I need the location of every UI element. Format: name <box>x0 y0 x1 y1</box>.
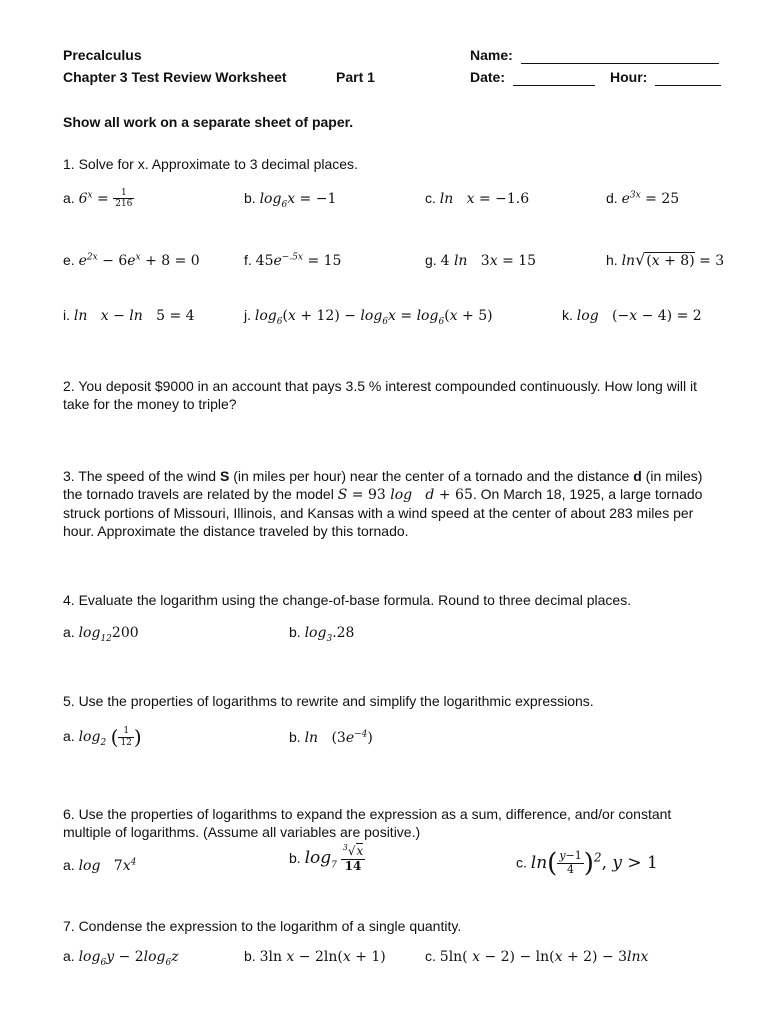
date-field[interactable] <box>470 69 595 86</box>
hour-field[interactable] <box>610 69 721 86</box>
name-label: Name: <box>470 47 513 63</box>
q4a: a. $\log_{12}200$ <box>63 624 139 644</box>
worksheet-title: Chapter 3 Test Review Worksheet <box>63 69 287 85</box>
q7b: b. 3ln x − 2ln(x + 1) <box>244 948 386 965</box>
q6b: b. $\log_7$ $\frac{^3√x}{14}$ <box>289 843 364 873</box>
q6c: c. ln( $\frac{y-1}{4}$ )$^2$, y > 1 <box>516 848 658 878</box>
q1i: i. ln x − ln 5 = 4 <box>63 307 195 324</box>
q4b: b. $\log_3.28$ <box>289 624 355 644</box>
q6a: a. $\log 7x^4$ <box>63 857 137 874</box>
q1h: h. ln√(x + 8) = 3 <box>606 250 725 269</box>
q1g: g. 4 ln 3x = 15 <box>425 252 537 269</box>
q1a: a. 6$^x$ = $\frac{1}{216}$ <box>63 188 133 210</box>
q4-prompt: 4. Evaluate the logarithm using the change-of-base formula. Round to three decimal places. <box>63 592 632 608</box>
q6-prompt: 6. Use the properties of logarithms to expand the expression as a sum, difference, and/or constant multiple of logarithms. (Assume all variables are positive.) <box>63 806 672 840</box>
date-label: Date: <box>470 69 506 85</box>
q5-prompt: 5. Use the properties of logarithms to rewrite and simplify the logarithmic expressions. <box>63 693 594 709</box>
q1d: d. $e^{3x} = 25$ <box>606 190 680 207</box>
q1b: b. $\log_6x = -1$ <box>244 190 337 210</box>
hour-label: Hour: <box>610 69 648 85</box>
q5b: b. $\ln (3e^{-4})$ <box>289 729 373 746</box>
hour-blank[interactable] <box>655 69 721 86</box>
q2-text: 2. You deposit $9000 in an account that pays 3.5 % interest compounded continuously. How long will it take for the money to triple? <box>63 378 698 412</box>
q1c: c. ln x = −1.6 <box>425 190 530 207</box>
q5a: a. $\log_2$ ( $\frac{1}{12}$ ) <box>63 725 142 749</box>
name-blank[interactable] <box>521 47 719 64</box>
date-blank[interactable] <box>513 69 595 86</box>
q1-prompt: 1. Solve for x. Approximate to 3 decimal places. <box>63 156 358 172</box>
q7a: a. $\log_6y - 2\log_6z$ <box>63 948 179 968</box>
q7-prompt: 7. Condense the expression to the logarithm of a single quantity. <box>63 918 462 934</box>
q1j: j. $\log_6(x + 12) - \log_6x = \log_6(x + 5)$ <box>244 307 493 327</box>
q1e: e. $e^{2x} - 6e^x + 8 = 0$ <box>63 252 200 269</box>
q1f: f. $45e^{-.5x} = 15$ <box>244 252 342 269</box>
course-title: Precalculus <box>63 47 142 63</box>
q7c: c. 5ln( x − 2) − ln(x + 2) − 3lnx <box>425 948 649 965</box>
part-label: Part 1 <box>336 69 375 85</box>
q3-text: 3. The speed of the wind S (in miles per hour) near the center of a tornado and the distance d (in miles) the tornado travels are related by the model S = 93 log d + 65. On March 18, 1925, a large tornado struck portions of Missouri, Illinois, and Kansas with a wind speed at the center of about 283 miles per hour. Approximate the distance traveled by this tornado. <box>63 468 703 539</box>
instructions: Show all work on a separate sheet of paper. <box>63 114 354 130</box>
name-field[interactable] <box>470 47 719 64</box>
q1k: k. log (−x − 4) = 2 <box>562 307 702 324</box>
